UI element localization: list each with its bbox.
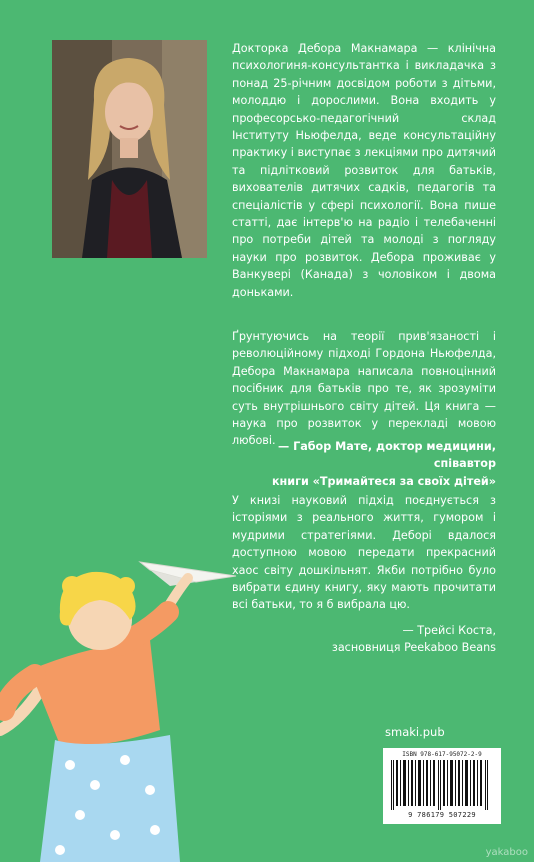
isbn-barcode: [383, 748, 501, 824]
barcode-bars: [389, 760, 495, 810]
review-role-costa: засновниця Peekaboo Beans: [331, 641, 496, 655]
review-author-mate: — Габор Мате, доктор медицини, співавтор: [277, 440, 496, 471]
review-author-costa: — Трейсі Коста,: [402, 624, 496, 637]
review-book-mate: книги «Тримайтеся за своїх дітей»: [271, 474, 496, 488]
review-attribution-mate: [232, 438, 496, 490]
isbn-label: ISBN 978-617-95072-2-9: [402, 751, 482, 758]
author-photo-image: [52, 40, 207, 258]
author-bio: Докторка Дебора Макнамара — клінічна психологиня-консультантка і викладачка з понад 25-річним досвідом роботи з дітьми, молоддю і дорослими. Вона входить у професорсько-педагогічний склад Інституту Ньюфелда, веде консультаційну практику і виступає з лекціями про дитячий та підлітковий розвиток для батьків, вихователів дитячих садків, педагогів та спеціалістів у сфері психології. Вона пише статті, дає інтерв'ю на радіо і телебаченні про потреби дітей та молоді з погляду науки про розвиток. Дебора проживає у Ванкувері (Канада) з чоловіком і двома доньками.: [232, 42, 496, 299]
review-attribution-costa: [232, 622, 496, 657]
child-paper-plane-illustration: [0, 550, 260, 862]
review-quote-mate: Ґрунтуючись на теорії прив'язаності і революційному підході Гордона Ньюфелда, Дебора Макнамара написала повноцінний посібник для батьків про те, як зрозуміти суть внутрішнього світу дітей. Ця книга — наука про розвиток у перекладі мовою любові.: [232, 330, 496, 448]
publisher-website: smaki.pub: [385, 725, 445, 739]
author-photo: [52, 40, 207, 258]
review-quote-costa: У книзі науковий підхід поєднується з історіями з реального життя, гумором і мудрими стратегіями. Деборі вдалося доступною мовою передати прекрасний хаос світу дошкільнят. Якби потрібно було вибрати єдину книгу, яку мають прочитати всі батьки, то я б вибрала цю.: [232, 494, 496, 612]
watermark: yakaboo: [485, 847, 528, 858]
barcode-digits: 9 786179 507229: [408, 811, 476, 819]
